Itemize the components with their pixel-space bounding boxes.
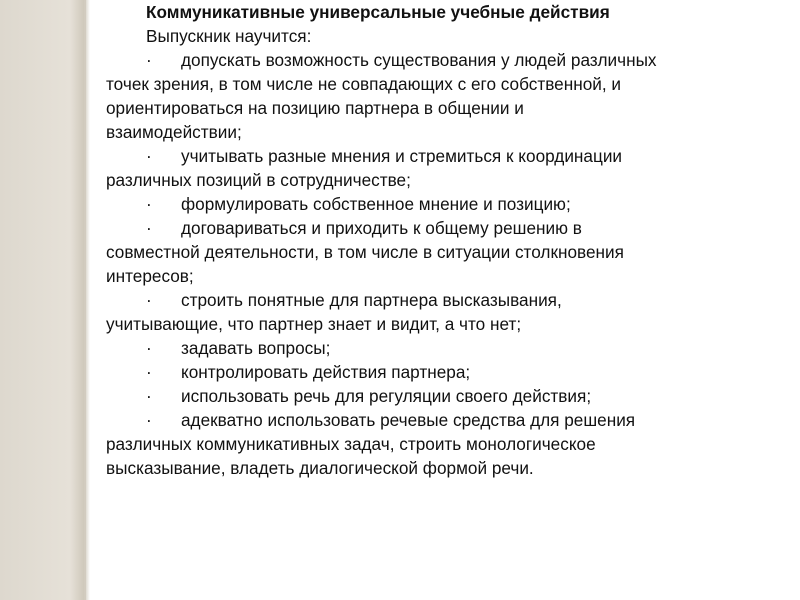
list-item-text: задавать вопросы; [181,338,331,358]
list-item-text: допускать возможность существования у людей различных [181,50,657,70]
list-item-continuation: различных коммуникативных задач, строить монологическое [106,434,596,454]
bullet-marker: · [146,50,152,70]
list-item-text: договариваться и приходить к общему решению в [181,218,582,238]
list-item [106,48,746,72]
list-item-continuation: учитывающие, что партнер знает и видит, а что нет; [106,314,522,334]
list-item-continuation: интересов; [106,266,194,286]
list-item-continuation: совместной деятельности, в том числе в ситуации столкновения [106,242,624,262]
list-item-text: контролировать действия партнера; [181,362,471,382]
list-item-text: адекватно использовать речевые средства для решения [181,410,636,430]
bullet-marker: · [146,290,152,310]
bullet-marker: · [146,146,152,166]
list-item-continuation: ориентироваться на позицию партнера в общении и [106,98,524,118]
list-item-text: учитывать разные мнения и стремиться к координации [181,146,623,166]
bullet-marker: · [146,194,152,214]
document-subtitle: Выпускник научится: [146,26,312,46]
list-item-continuation: различных позиций в сотрудничестве; [106,170,411,190]
bullet-marker: · [146,386,152,406]
list-item [106,216,746,240]
list-item-continuation: точек зрения, в том числе не совпадающих с его собственной, и [106,74,622,94]
bullet-marker: · [146,362,152,382]
list-item [106,336,746,360]
list-item [106,288,746,312]
list-item [106,144,746,168]
list-item-text: формулировать собственное мнение и позицию; [181,194,571,214]
list-item-text: строить понятные для партнера высказывания, [181,290,562,310]
list-item-continuation: взаимодействии; [106,122,242,142]
bullet-marker: · [146,338,152,358]
bullet-marker: · [146,218,152,238]
slide-side-strip [0,0,90,600]
list-item-continuation: высказывание, владеть диалогической формой речи. [106,458,534,478]
list-item [106,360,746,384]
document-title: Коммуникативные универсальные учебные действия [146,2,610,22]
list-item [106,192,746,216]
document-body [106,0,746,480]
bullet-marker: · [146,410,152,430]
list-item-text: использовать речь для регуляции своего действия; [181,386,592,406]
list-item [106,384,746,408]
list-item [106,408,746,432]
